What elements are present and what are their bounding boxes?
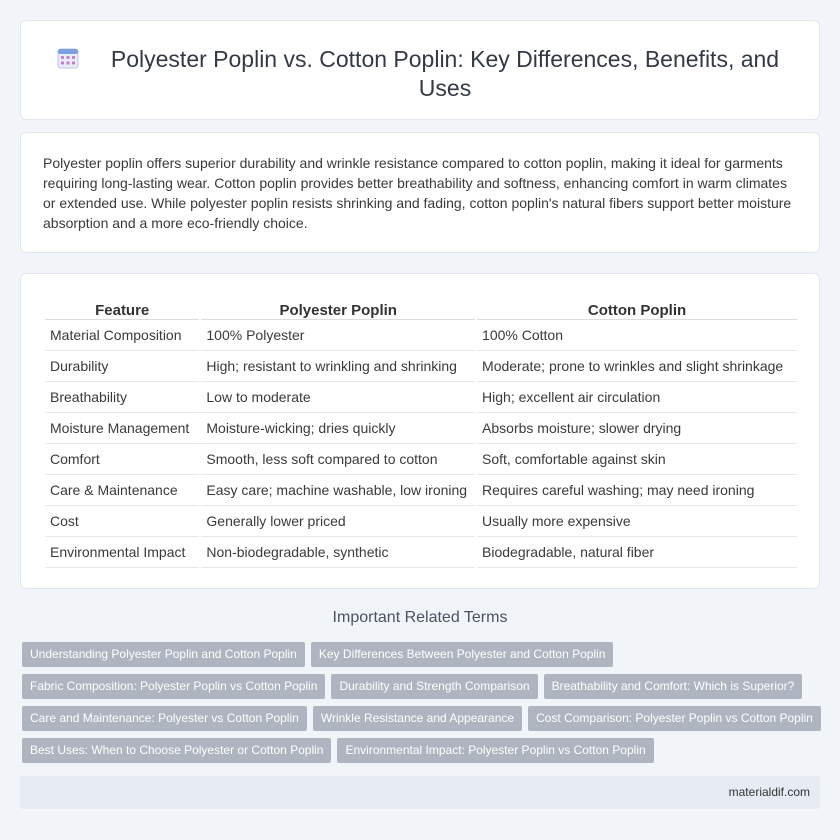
footer-site-link[interactable]: materialdif.com [728,785,810,799]
tag-row [22,674,822,706]
table-header-row [45,294,797,320]
table-row [45,351,797,382]
cotton-cell: Absorbs moisture; slower drying [477,413,797,444]
table-row [45,506,797,537]
related-term-link[interactable]: Fabric Composition: Polyester Poplin vs Cotton Poplin [22,674,325,699]
polyester-cell: Smooth, less soft compared to cotton [201,444,475,475]
cotton-cell: 100% Cotton [477,320,797,351]
feature-cell: Care & Maintenance [45,475,199,506]
related-term-link[interactable]: Wrinkle Resistance and Appearance [313,706,522,731]
related-term-link[interactable]: Environmental Impact: Polyester Poplin vs Cotton Poplin [337,738,653,763]
summary-card [20,132,820,253]
feature-cell: Cost [45,506,199,537]
header-feature: Feature [45,294,199,320]
tag-row [22,738,822,770]
polyester-cell: Easy care; machine washable, low ironing [201,475,475,506]
table-row [45,320,797,351]
header-polyester: Polyester Poplin [201,294,475,320]
feature-cell: Durability [45,351,199,382]
page-title: Polyester Poplin vs. Cotton Poplin: Key Differences, Benefits, and Uses [110,46,780,101]
related-term-link[interactable]: Understanding Polyester Poplin and Cotton Poplin [22,642,305,667]
table-row [45,537,797,568]
cotton-cell: Biodegradable, natural fiber [477,537,797,568]
cotton-cell: Requires careful washing; may need ironing [477,475,797,506]
feature-cell: Material Composition [45,320,199,351]
footer [20,776,820,809]
tag-row [22,706,822,738]
table-row [45,413,797,444]
polyester-cell: 100% Polyester [201,320,475,351]
table-row [45,475,797,506]
related-term-link[interactable]: Best Uses: When to Choose Polyester or Cotton Poplin [22,738,331,763]
cotton-cell: Soft, comfortable against skin [477,444,797,475]
comparison-table [43,294,799,568]
related-term-link[interactable]: Care and Maintenance: Polyester vs Cotton Poplin [22,706,307,731]
tag-row [22,642,822,674]
related-terms-title: Important Related Terms [332,609,508,626]
feature-cell: Environmental Impact [45,537,199,568]
polyester-cell: Moisture-wicking; dries quickly [201,413,475,444]
related-term-link[interactable]: Durability and Strength Comparison [331,674,537,699]
related-terms-list [22,642,822,770]
polyester-cell: Low to moderate [201,382,475,413]
cotton-cell: High; excellent air circulation [477,382,797,413]
polyester-cell: Non-biodegradable, synthetic [201,537,475,568]
summary-text: Polyester poplin offers superior durability and wrinkle resistance compared to cotton poplin, making it ideal for garments requiring long-lasting wear. Cotton poplin provides better breathability and softness, enhancing comfort in warm climates or extended use. While polyester poplin resists shrinking and fading, cotton poplin's natural fibers support better moisture absorption and a more eco-friendly choice. [43,155,792,231]
table-row [45,444,797,475]
cotton-cell: Moderate; prone to wrinkles and slight shrinkage [477,351,797,382]
feature-cell: Comfort [45,444,199,475]
related-term-link[interactable]: Cost Comparison: Polyester Poplin vs Cotton Poplin [528,706,821,731]
feature-cell: Breathability [45,382,199,413]
polyester-cell: Generally lower priced [201,506,475,537]
table-row [45,382,797,413]
related-term-link[interactable]: Breathability and Comfort: Which is Superior? [544,674,803,699]
title-wrap [61,45,799,103]
related-term-link[interactable]: Key Differences Between Polyester and Cotton Poplin [311,642,614,667]
header-cotton: Cotton Poplin [477,294,797,320]
polyester-cell: High; resistant to wrinkling and shrinking [201,351,475,382]
feature-cell: Moisture Management [45,413,199,444]
header-card [20,20,820,120]
cotton-cell: Usually more expensive [477,506,797,537]
comparison-table-card [20,273,820,589]
